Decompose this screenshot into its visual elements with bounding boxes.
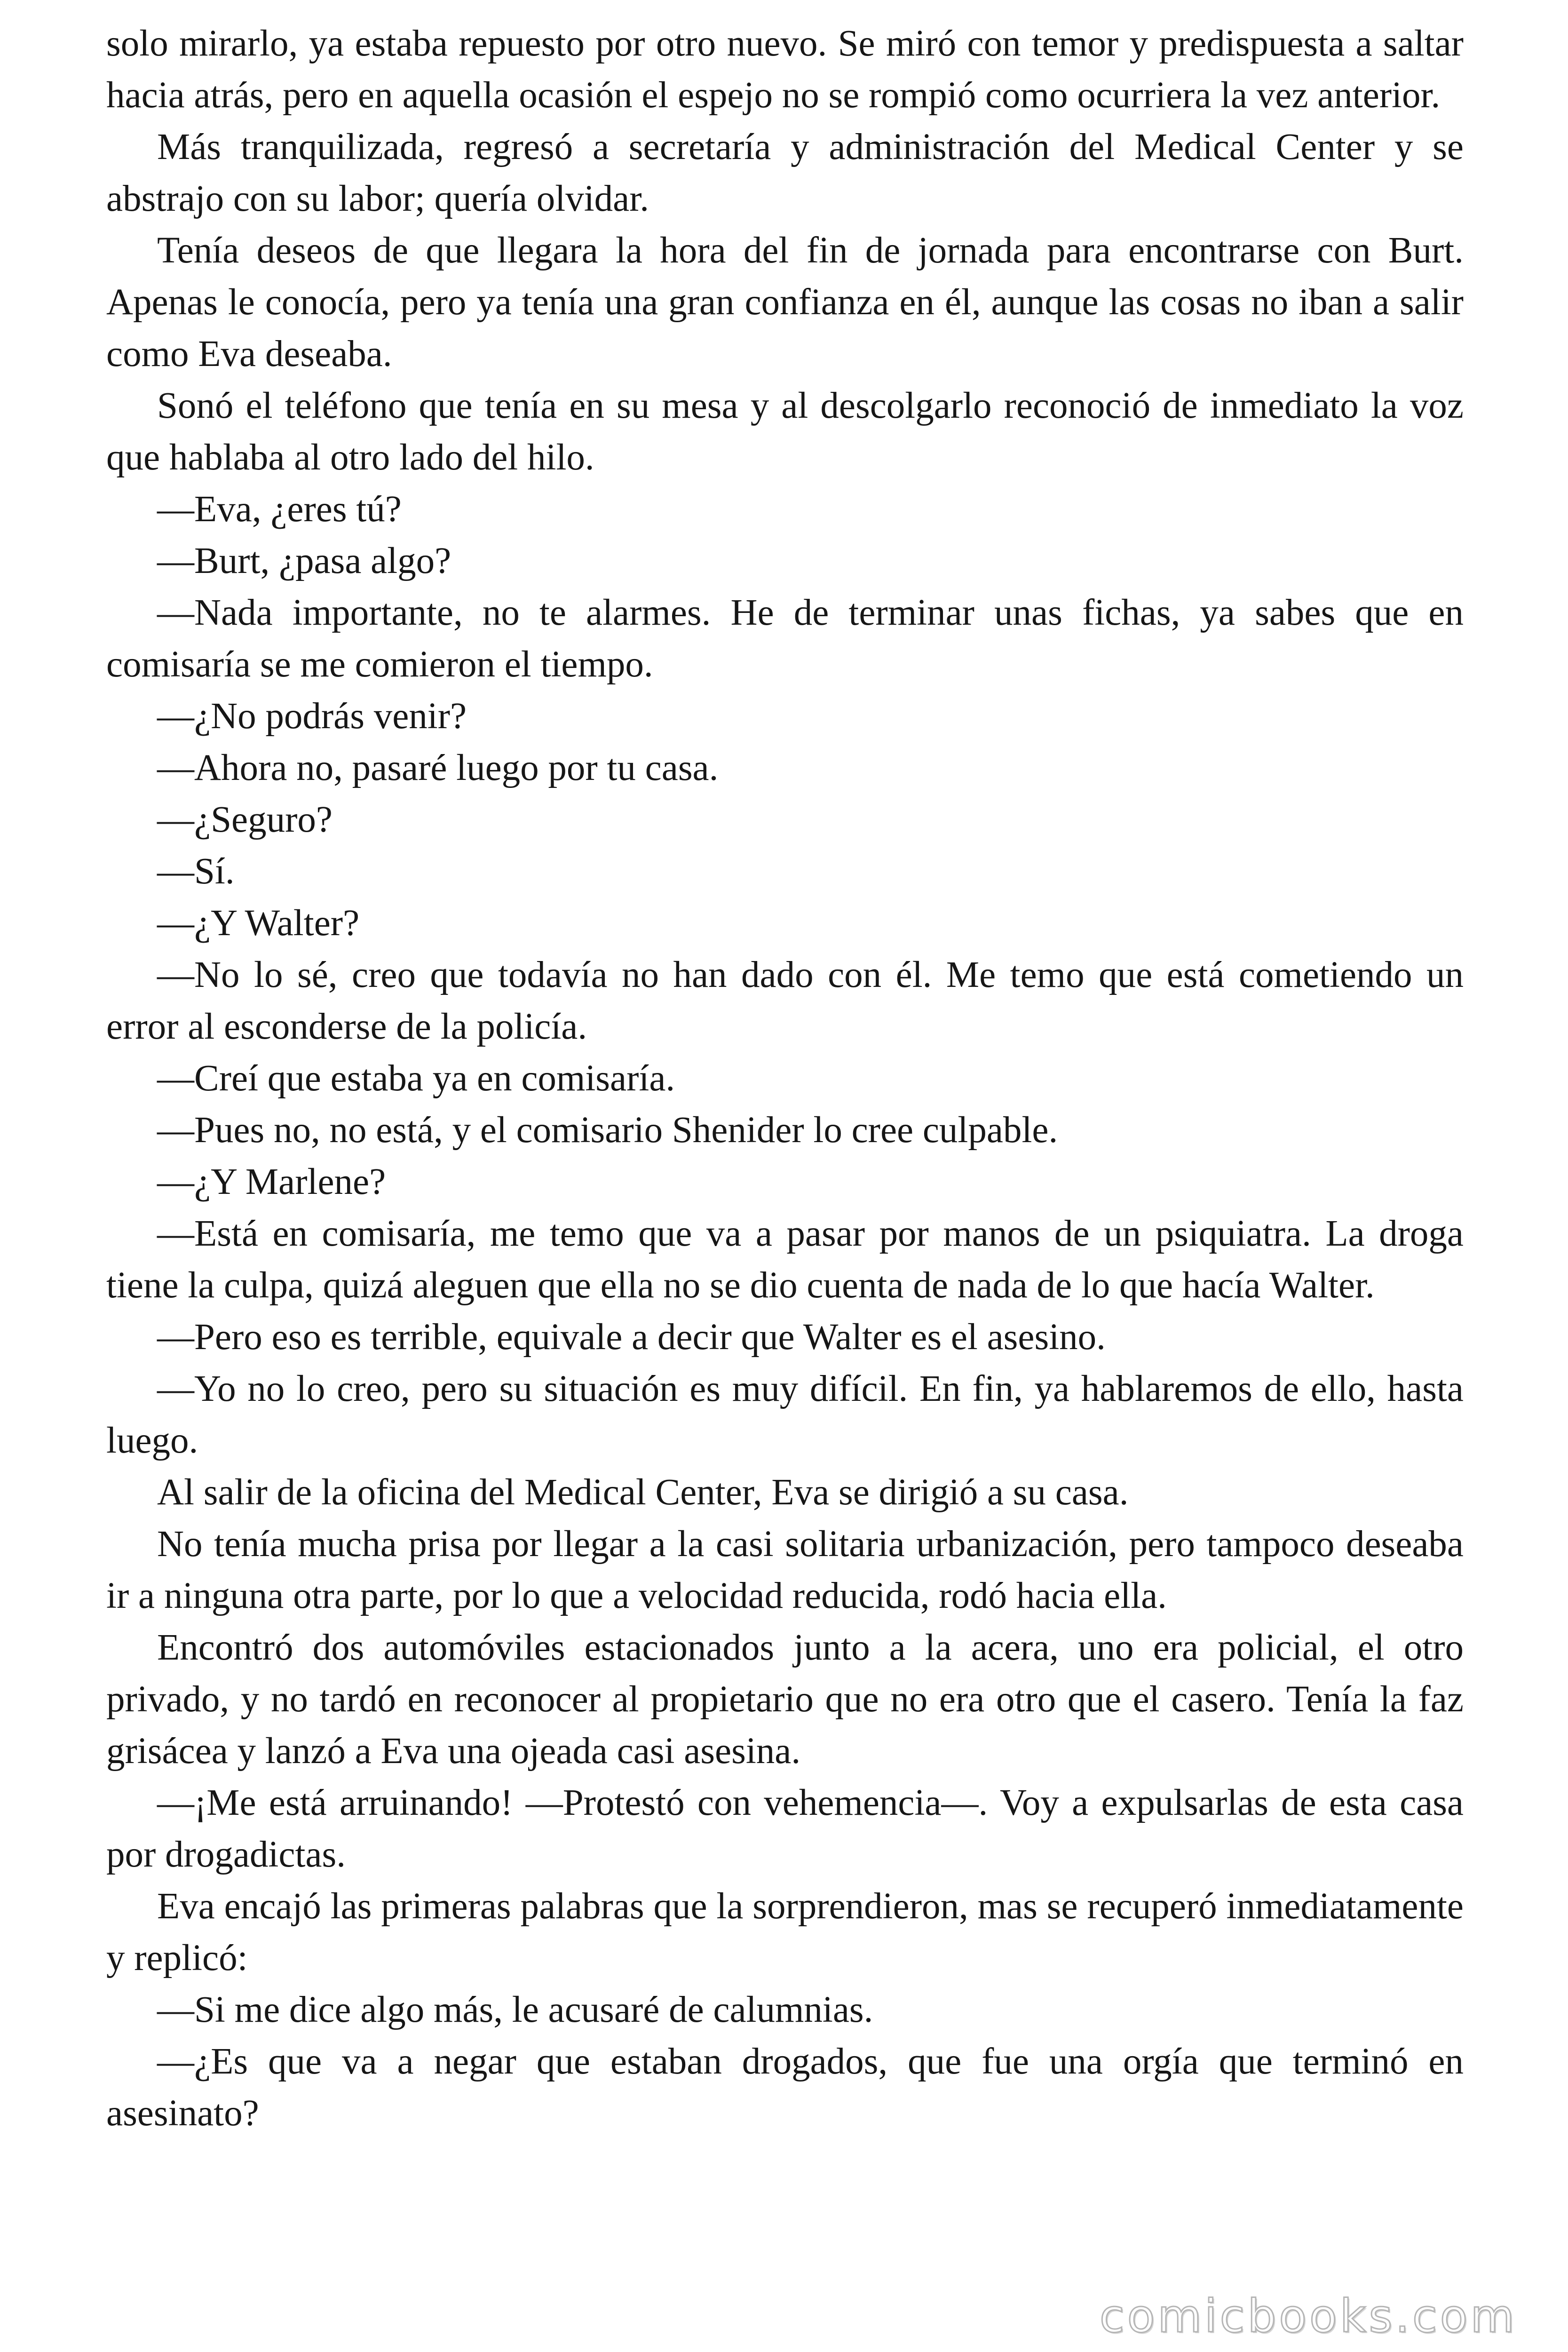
dialogue-line: —¡Me está arruinando! —Protestó con vehemencia—. Voy a expulsarlas de esta casa por drogadictas. [106,1782,1464,1875]
dialogue-line: —¿Seguro? [157,799,333,840]
dialogue-line: —Burt, ¿pasa algo? [157,540,451,581]
dialogue-line: —Eva, ¿eres tú? [157,489,402,530]
dialogue-line: —Ahora no, pasaré luego por tu casa. [157,747,719,788]
paragraph: Eva encajó las primeras palabras que la sorprendieron, mas se recuperó inmediatamente y replicó: [106,1886,1464,1979]
dialogue-line: —¿No podrás venir? [157,696,467,737]
paragraph: Más tranquilizada, regresó a secretaría y administración del Medical Center y se abstrajo con su labor; quería olvidar. [106,127,1464,219]
paragraph: Encontró dos automóviles estacionados junto a la acera, uno era policial, el otro privado, y no tardó en reconocer al propietario que no era otro que el casero. Tenía la faz grisácea y lanzó a Eva una ojeada casi asesina. [106,1627,1464,1772]
dialogue-line: —Yo no lo creo, pero su situación es muy difícil. En fin, ya hablaremos de ello, hasta luego. [106,1368,1464,1461]
dialogue-line: —Nada importante, no te alarmes. He de terminar unas fichas, ya sabes que en comisaría se me comieron el tiempo. [106,592,1464,685]
dialogue-line: —Pues no, no está, y el comisario Shenider lo cree culpable. [157,1110,1058,1151]
dialogue-line: —Creí que estaba ya en comisaría. [157,1058,675,1099]
paragraph: No tenía mucha prisa por llegar a la casi solitaria urbanización, pero tampoco deseaba ir a ninguna otra parte, por lo que a velocidad reducida, rodó hacia ella. [106,1524,1464,1616]
paragraph: Tenía deseos de que llegara la hora del fin de jornada para encontrarse con Burt. Apenas le conocía, pero ya tenía una gran confianza en él, aunque las cosas no iban a salir como Eva deseaba. [106,230,1464,374]
dialogue-line: —¿Y Walter? [157,903,360,944]
dialogue-line: —¿Es que va a negar que estaban drogados, que fue una orgía que terminó en asesinato? [106,2041,1464,2134]
dialogue-line: —¿Y Marlene? [157,1161,386,1202]
paragraph: Al salir de la oficina del Medical Center, Eva se dirigió a su casa. [157,1472,1129,1513]
dialogue-line: —Está en comisaría, me temo que va a pasar por manos de un psiquiatra. La droga tiene la culpa, quizá aleguen que ella no se dio cuenta de nada de lo que hacía Walter. [106,1213,1464,1306]
book-page-text [106,18,1464,2139]
paragraph: solo mirarlo, ya estaba repuesto por otro nuevo. Se miró con temor y predispuesta a saltar hacia atrás, pero en aquella ocasión el espejo no se rompió como ocurriera la vez anterior. [106,23,1464,116]
dialogue-line: —Si me dice algo más, le acusaré de calumnias. [157,1989,873,2030]
dialogue-line: —Pero eso es terrible, equivale a decir que Walter es el asesino. [157,1317,1106,1358]
dialogue-line: —Sí. [157,851,235,892]
site-watermark: comicbooks.com [1099,2290,1517,2343]
dialogue-line: —No lo sé, creo que todavía no han dado con él. Me temo que está cometiendo un error al esconderse de la policía. [106,954,1464,1047]
paragraph: Sonó el teléfono que tenía en su mesa y al descolgarlo reconoció de inmediato la voz que hablaba al otro lado del hilo. [106,385,1464,478]
